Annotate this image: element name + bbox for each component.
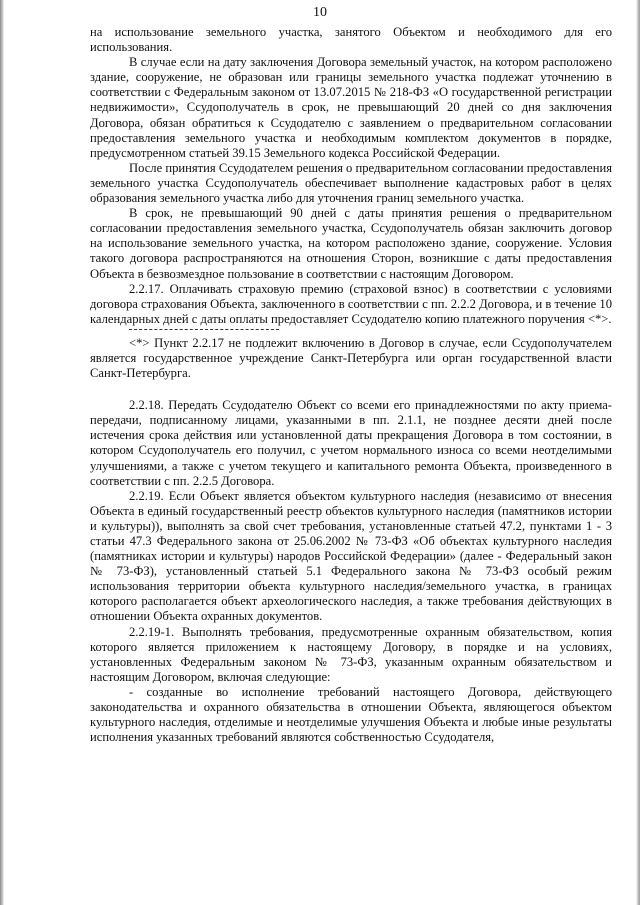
clause-2-2-17: 2.2.17. Оплачивать страховую премию (страховой взнос) в соответствии с условиями договора страхования Объекта, заключенного в соответствии с пп. 2.2.2 Договора, и в течение 10 календарных дней с даты оплаты предоставляет Ссудодателю копию платежного поручения <*>. bbox=[90, 281, 612, 326]
clause-2-2-19: 2.2.19. Если Объект является объектом культурного наследия (независимо от внесения Объекта в единый государственный реестр объектов культурного наследия (памятников истории и культуры)), выполнять за свой счет требования, установленные статьей 47.2, пунктами 1 - 3 статьи 47.3 Федерального закона от 25.06.2002 № 73-ФЗ «Об объектах культурного наследия (памятниках истории и культуры) народов Российской Федерации» (далее - Федеральный закон № 73-ФЗ), установленный статьей 5.1 Федерального закона № 73-ФЗ особый режим использования территории объекта культурного наследия/земельного участка, в границах которого располагается объект археологического наследия, а также требования действующих в отношении Объекта охранных документов. bbox=[90, 488, 612, 624]
paragraph-continuation: на использование земельного участка, занятого Объектом и необходимого для его использования. bbox=[90, 25, 612, 55]
document-body bbox=[90, 25, 612, 745]
scan-left-edge bbox=[0, 0, 4, 905]
footnote: <*> Пункт 2.2.17 не подлежит включению в Договор в случае, если Ссудополучателем является государственное учреждение Санкт-Петербурга или орган государственной власти Санкт-Петербурга. bbox=[90, 335, 612, 381]
paragraph-land-plot: В случае если на дату заключения Договора земельный участок, на котором расположено здание, сооружение, не образован или границы земельного участка подлежат уточнению в соответствии с Федеральным законом от 13.07.2015 № 218-ФЗ «О государственной регистрации недвижимости», Ссудополучатель в срок, не превышающий 20 дней со дня заключения Договора, обязан обратиться к Ссудодателю с заявлением о предварительном согласовании предоставления земельного участка и необходимым комплектом документов в порядке, предусмотренном статьей 39.15 Земельного кодекса Российской Федерации. bbox=[90, 55, 612, 160]
page-number: 10 bbox=[313, 5, 327, 20]
spacer bbox=[90, 381, 612, 398]
footnote-separator bbox=[129, 329, 279, 336]
clause-2-2-19-1: 2.2.19-1. Выполнять требования, предусмотренные охранным обязательством, копия которого является приложением к настоящему Договору, в порядке и на условиях, установленных Федеральным законом № 73-ФЗ, указанным охранным обязательством и настоящим Договором, включая следующие: bbox=[90, 624, 612, 684]
list-item-improvements: - созданные во исполнение требований настоящего Договора, действующего законодательства и охранного обязательства в отношении Объекта, являющегося объектом культурного наследия, отделимые и неотделимые улучшения Объекта и любые иные результаты исполнения указанных требований являются собственностью Ссудодателя, bbox=[90, 684, 612, 745]
paragraph-90-days: В срок, не превышающий 90 дней с даты принятия решения о предварительном согласовании предоставления земельного участка, Ссудополучатель обязан заключить договор на использование земельного участка, на котором расположено здание, сооружение. Условия такого договора распространяются на отношения Сторон, возникшие с даты предоставления Объекта в безвозмездное пользование в соответствии с настоящим Договором. bbox=[90, 206, 612, 281]
paragraph-cadastral-works: После принятия Ссудодателем решения о предварительном согласовании предоставления земельного участка Ссудополучатель обеспечивает выполнение кадастровых работ в целях образования земельного участка либо для уточнения границ земельного участка. bbox=[90, 160, 612, 206]
scan-right-edge bbox=[636, 0, 640, 905]
clause-2-2-18: 2.2.18. Передать Ссудодателю Объект со всеми его принадлежностями по акту приема-передачи, подписанному лицами, указанными в пп. 2.1.1, не позднее десяти дней после истечения срока действия или установленной даты прекращения Договора в том состоянии, в котором Ссудополучатель его получил, с учетом нормального износа со всеми неотделимыми улучшениями, а также с учетом текущего и капитального ремонта Объекта, произведенного в соответствии с пп. 2.2.5 Договора. bbox=[90, 398, 612, 488]
